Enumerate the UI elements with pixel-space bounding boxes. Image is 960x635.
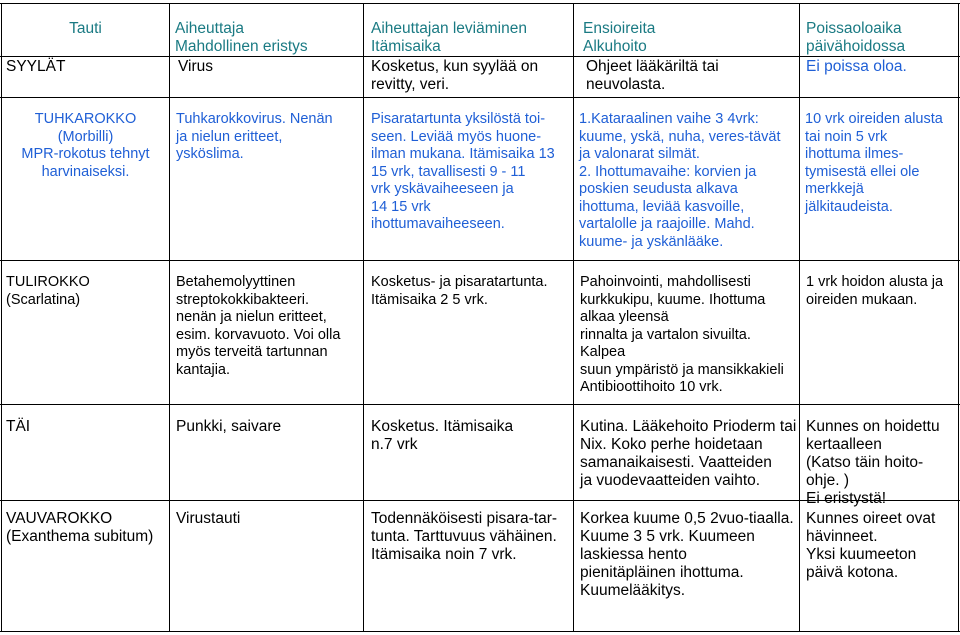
- rule-col3: [363, 3, 364, 632]
- rule-right: [958, 3, 959, 632]
- row5-cause: Virustauti: [176, 510, 241, 527]
- row2-absence: 10 vrk oireiden alusta tai noin 5 vrk ihottuma ilmes- tymisestä ellei ole merkkejä jälkitaudeista.: [805, 111, 943, 215]
- row2-cause: Tuhkarokkovirus. Nenän ja nielun eritteet, ysköslima.: [176, 111, 333, 162]
- header-symptoms: Ensioireita Alkuhoito: [583, 20, 656, 55]
- row1-disease: SYYLÄT: [6, 58, 66, 75]
- rule-after-row2: [0, 260, 960, 261]
- rule-after-header: [0, 56, 960, 57]
- row5-spread: Todennäköisesti pisara-tar- tunta. Tarttuvuus vähäinen. Itämisaika noin 7 vrk.: [371, 510, 558, 563]
- rule-left: [1, 3, 2, 632]
- row1-spread: Kosketus, kun syylää on revitty, veri.: [371, 58, 539, 93]
- header-cause: Aiheuttaja Mahdollinen eristys: [175, 20, 308, 55]
- row2-spread: Pisaratartunta yksilöstä toi- seen. Leviää myös huone- ilman mukana. Itämisaika 13 15 vrk, tavallisesti 9 - 11 vrk yskävaiheeseen ja 14 15 vrk ihottumavaiheeseen.: [371, 111, 555, 232]
- row4-absence: Kunnes on hoidettu kertaalleen (Katso täin hoito- ohje. ) Ei eristystä!: [806, 418, 940, 507]
- header-spread: Aiheuttajan leviäminen Itämisaika: [371, 20, 527, 55]
- row5-absence: Kunnes oireet ovat hävinneet. Yksi kuumeeton päivä kotona.: [806, 510, 936, 581]
- row2-disease: TUHKAROKKO (Morbilli) MPR-rokotus tehnyt harvinaiseksi.: [21, 111, 150, 180]
- row3-symptoms: Pahoinvointi, mahdollisesti kurkkukipu, kuume. Ihottuma alkaa yleensä rinnalta ja vartalon sivuilta. Kalpea suun ympäristö ja mansikkakieli Antibioottihoito 10 vrk.: [580, 274, 784, 395]
- rule-col5: [799, 3, 800, 632]
- row4-spread: Kosketus. Itämisaika n.7 vrk: [371, 418, 514, 453]
- row3-spread: Kosketus- ja pisaratartunta. Itämisaika 2 5 vrk.: [371, 274, 548, 308]
- row3-absence: 1 vrk hoidon alusta ja oireiden mukaan.: [806, 274, 944, 308]
- row5-disease: VAUVAROKKO (Exanthema subitum): [6, 510, 154, 545]
- row1-cause: Virus: [178, 58, 214, 75]
- rule-col2: [169, 3, 170, 632]
- row4-disease: TÄI: [6, 418, 31, 435]
- header-disease: Tauti: [69, 20, 102, 37]
- rule-col4: [573, 3, 574, 632]
- rule-top: [0, 3, 960, 4]
- row4-cause: Punkki, saivare: [176, 418, 282, 435]
- rule-bottom: [0, 631, 960, 632]
- row4-symptoms: Kutina. Lääkehoito Prioderm tai Nix. Koko perhe hoidetaan samanaikaisesti. Vaatteiden ja vuodevaatteiden vaihto.: [580, 418, 797, 489]
- row5-symptoms: Korkea kuume 0,5 2vuo-tiaalla. Kuume 3 5 vrk. Kuumeen laskiessa hento pienitäpläinen ihottuma. Kuumelääkitys.: [580, 510, 794, 599]
- row3-cause: Betahemolyyttinen streptokokkibakteeri. nenän ja nielun eritteet, esim. korvavuoto. Voi olla myös terveitä tartunnan kantajia.: [176, 274, 341, 378]
- rule-after-row1: [0, 97, 960, 98]
- row2-symptoms: 1.Kataraalinen vaihe 3 4vrk: kuume, yskä, nuha, veres-tävät ja valonarat silmät. 2. Ihottumavaihe: korvien ja poskien seudusta alkava ihottuma, leviää kasvoille, vartalolle ja raajoille. Mahd. kuume- ja yskänlääke.: [579, 111, 781, 250]
- row3-disease: TULIROKKO (Scarlatina): [6, 274, 90, 308]
- row1-symptoms: Ohjeet lääkäriltä tai neuvolasta.: [586, 58, 719, 93]
- header-absence: Poissaoloaika päivähoidossa: [806, 20, 906, 55]
- row1-absence: Ei poissa oloa.: [806, 58, 907, 75]
- rule-after-row3: [0, 404, 960, 405]
